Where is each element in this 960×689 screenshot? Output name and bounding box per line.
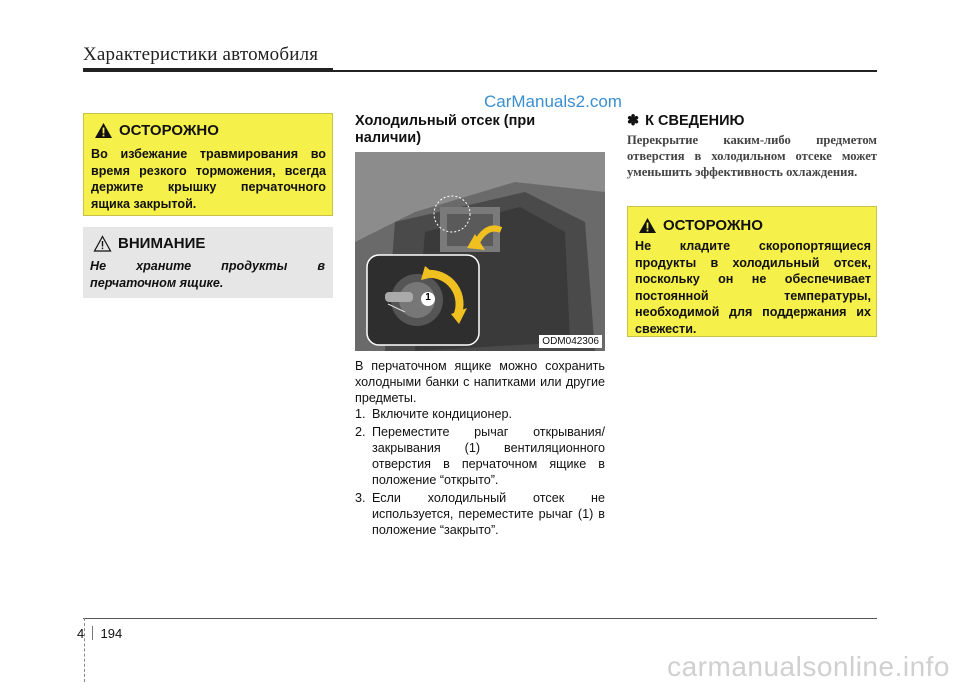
photo-callout-number: 1	[425, 292, 431, 303]
note-title: К СВЕДЕНИЮ	[645, 113, 745, 129]
caution-box-right	[627, 206, 877, 337]
page-number	[77, 626, 122, 641]
warning-outline-icon	[93, 235, 112, 252]
watermark-top[interactable]: CarManuals2.com	[484, 92, 622, 111]
notice-text: Не храните продукты в перчаточном ящике.	[90, 259, 325, 290]
note-symbol-icon: ✽	[627, 113, 640, 129]
list-item: 3. Если холодильный отсек не используется, переместите рычаг (1) в положение “закрыто”.	[355, 491, 605, 537]
caution-title-right: ОСТОРОЖНО	[663, 217, 763, 234]
caution-header	[94, 122, 219, 139]
warning-triangle-icon	[94, 122, 113, 139]
glovebox-photo	[355, 152, 605, 351]
caution-box-left	[83, 113, 333, 216]
caution-title: ОСТОРОЖНО	[119, 122, 219, 139]
note-heading	[627, 113, 745, 129]
notice-box-left	[83, 227, 333, 298]
caution-text-right: Не кладите скоропортящиеся продукты в холодильный отсек, поскольку он не обеспечивает постоянной температуры, необходимой для поддержания их свежести.	[635, 239, 871, 336]
watermark-bottom[interactable]: carmanualsonline.info	[667, 651, 950, 682]
list-item: 1. Включите кондиционер.	[355, 407, 513, 421]
footer-rule	[83, 618, 877, 619]
note-text: Перекрытие каким-либо предметом отверстия в холодильном отсеке может уменьшить эффективность охлаждения.	[627, 133, 877, 179]
intro-paragraph: В перчаточном ящике можно сохранить холодными банки с напитками или другие предметы.	[355, 359, 605, 405]
header-rule-accent	[83, 68, 333, 72]
glovebox-illustration	[355, 152, 605, 351]
caution-header-right	[638, 217, 763, 234]
caution-text: Во избежание травмирования во время резкого торможения, всегда держите крышку перчаточного ящика закрытой.	[91, 147, 326, 211]
list-item: 2. Переместите рычаг открывания/закрывания (1) вентиляционного отверстия в перчаточном ящике в положение “открыто”.	[355, 425, 605, 487]
section-heading: Холодильный отсек (при наличии)	[355, 113, 536, 146]
warning-triangle-icon	[638, 217, 657, 234]
page-number-divider	[92, 626, 93, 640]
section-number: 4	[77, 626, 85, 641]
notice-title: ВНИМАНИЕ	[118, 235, 206, 252]
page-number-value: 194	[100, 626, 123, 641]
steps-list	[355, 406, 605, 540]
notice-header	[93, 235, 205, 252]
photo-code: ODM042306	[539, 335, 602, 348]
page-header-title: Характеристики автомобиля	[83, 44, 319, 65]
